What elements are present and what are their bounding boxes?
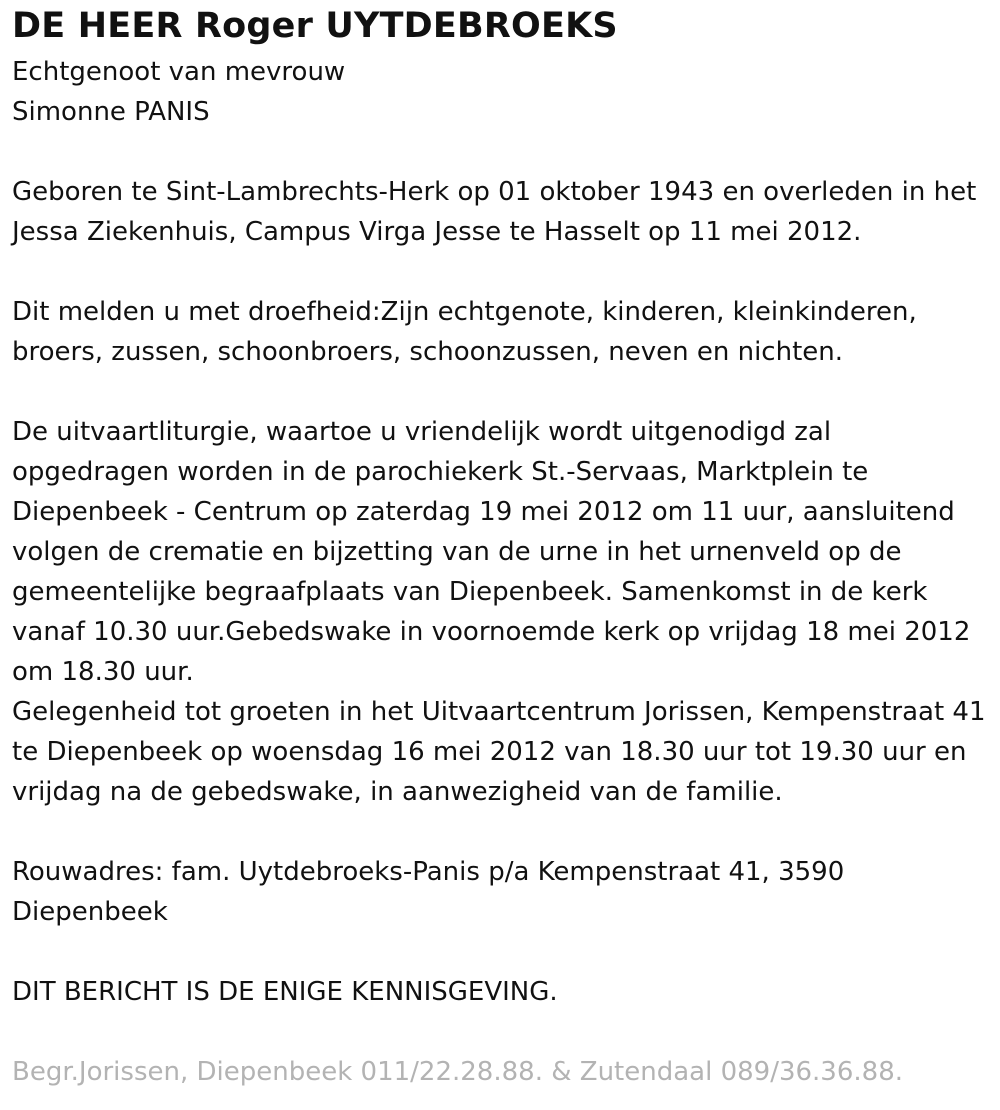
- spacer: [12, 252, 988, 292]
- deceased-name: DE HEER Roger UYTDEBROEKS: [12, 6, 618, 46]
- visitation-paragraph: Gelegenheid tot groeten in het Uitvaartcentrum Jorissen, Kempenstraat 41 te Diepenbeek op woensdag 16 mei 2012 van 18.30 uur tot 19.30 uur en vrijdag na de gebedswake, in aanwezigheid van de familie.: [12, 697, 986, 807]
- spouse-prefix: Echtgenoot van mevrouw: [12, 57, 346, 87]
- family-paragraph: Dit melden u met droefheid:Zijn echtgenote, kinderen, kleinkinderen, broers, zussen, schoonbroers, schoonzussen, neven en nichten.: [12, 297, 917, 367]
- spouse-name: Simonne PANIS: [12, 97, 210, 127]
- spacer: [12, 812, 988, 852]
- spacer: [12, 1012, 988, 1052]
- undertaker-footer: Begr.Jorissen, Diepenbeek 011/22.28.88. & Zutendaal 089/36.36.88.: [12, 1057, 904, 1087]
- mourning-address: Rouwadres: fam. Uytdebroeks-Panis p/a Kempenstraat 41, 3590 Diepenbeek: [12, 857, 845, 927]
- birth-death-paragraph: Geboren te Sint-Lambrechts-Herk op 01 oktober 1943 en overleden in het Jessa Ziekenhuis, Campus Virga Jesse te Hasselt op 11 mei 2012.: [12, 177, 977, 247]
- announcement-line: DIT BERICHT IS DE ENIGE KENNISGEVING.: [12, 977, 558, 1007]
- spacer: [12, 372, 988, 412]
- funeral-paragraph: De uitvaartliturgie, waartoe u vriendelijk wordt uitgenodigd zal opgedragen worden in de parochiekerk St.-Servaas, Marktplein te Diepenbeek - Centrum op zaterdag 19 mei 2012 om 11 uur, aansluitend volgen de crematie en bijzetting van de urne in het urnenveld op de gemeentelijke begraafplaats van Diepenbeek. Samenkomst in de kerk vanaf 10.30 uur.Gebedswake in voornoemde kerk op vrijdag 18 mei 2012 om 18.30 uur.: [12, 417, 971, 687]
- spacer: [12, 932, 988, 972]
- spacer: [12, 132, 988, 172]
